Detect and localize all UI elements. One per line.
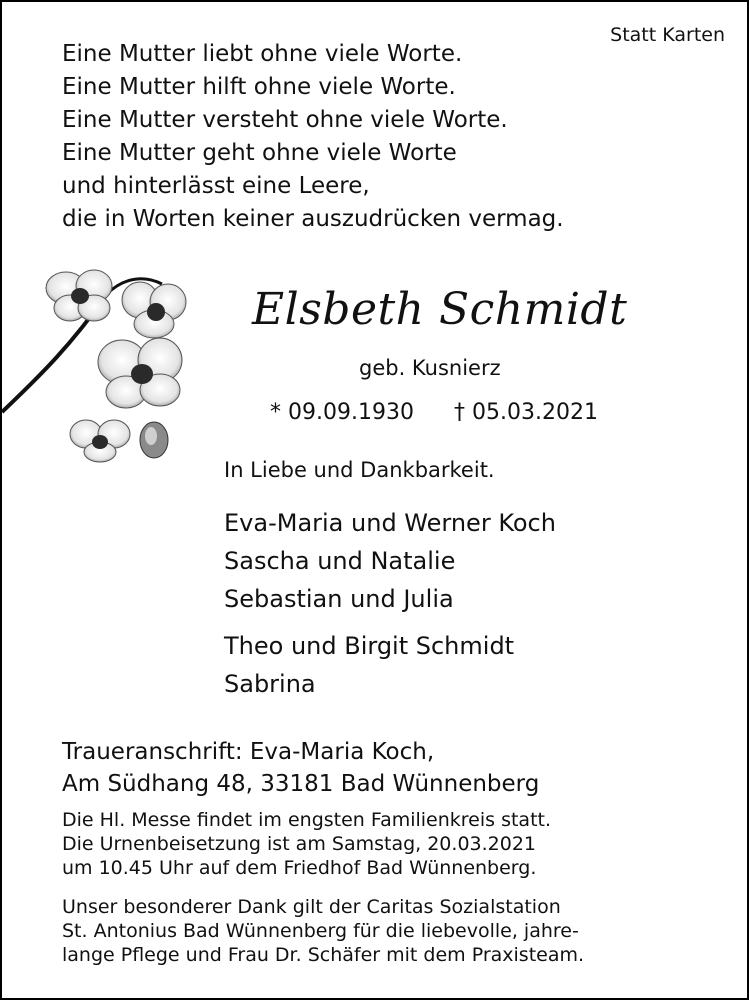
family-member: Sascha und Natalie: [224, 547, 456, 575]
birth-date: * 09.09.1930: [270, 400, 414, 425]
family-member: Theo und Birgit Schmidt: [224, 632, 515, 660]
thanks-notice: [62, 895, 584, 967]
notice-line: Die Urnenbeisetzung ist am Samstag, 20.03.2021: [62, 833, 537, 855]
dedication: In Liebe und Dankbarkeit.: [224, 458, 495, 482]
statt-karten-label: Statt Karten: [610, 24, 725, 46]
poem: [62, 38, 564, 236]
address-line: Am Südhang 48, 33181 Bad Wünnenberg: [62, 771, 540, 797]
notice-line: um 10.45 Uhr auf dem Friedhof Bad Wünnenberg.: [62, 857, 537, 879]
mourning-address: [62, 736, 539, 800]
maiden-name: geb. Kusnierz: [359, 356, 501, 380]
poem-line: und hinterlässt eine Leere,: [62, 173, 370, 199]
poem-line: Eine Mutter hilft ohne viele Worte.: [62, 74, 456, 100]
notice-line: lange Pflege und Frau Dr. Schäfer mit dem Praxisteam.: [62, 944, 585, 966]
family-group-koch: [224, 504, 556, 618]
notice-line: Die Hl. Messe findet im engsten Familienkreis statt.: [62, 809, 552, 831]
poem-line: Eine Mutter geht ohne viele Worte: [62, 140, 457, 166]
death-date: † 05.03.2021: [454, 400, 598, 425]
address-line: Traueranschrift: Eva-Maria Koch,: [62, 739, 435, 765]
deceased-name: Elsbeth Schmidt: [252, 284, 628, 335]
family-member: Sabrina: [224, 670, 316, 698]
family-group-schmidt: [224, 627, 514, 703]
poem-line: Eine Mutter liebt ohne viele Worte.: [62, 41, 463, 67]
poem-line: Eine Mutter versteht ohne viele Worte.: [62, 107, 508, 133]
orchid-flower-icon: [2, 254, 202, 474]
mass-notice: [62, 808, 551, 880]
notice-line: Unser besonderer Dank gilt der Caritas Sozialstation: [62, 896, 561, 918]
family-member: Eva-Maria und Werner Koch: [224, 509, 556, 537]
family-member: Sebastian und Julia: [224, 585, 454, 613]
poem-line: die in Worten keiner auszudrücken vermag.: [62, 206, 564, 232]
notice-line: St. Antonius Bad Wünnenberg für die liebevolle, jahre-: [62, 920, 579, 942]
